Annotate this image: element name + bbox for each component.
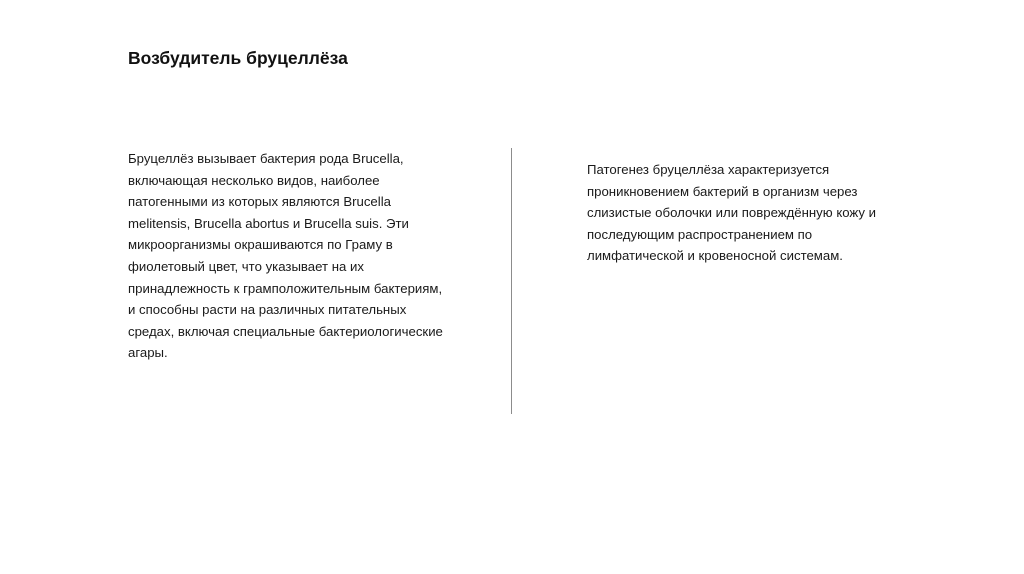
text-line: проникновением бактерий в организм через [587, 183, 858, 199]
text-line: микроорганизмы окрашиваются по Граму в [128, 237, 393, 253]
text-line: Бруцеллёз вызывает бактерия рода Brucella, [128, 151, 404, 166]
text-line: включающая несколько видов, наиболее [128, 172, 380, 188]
text-line: лимфатической и кровеносной системам. [587, 248, 843, 264]
text-line: Патогенез бруцеллёза характеризуется [587, 162, 830, 177]
left-text-column [128, 148, 443, 364]
text-line: слизистые оболочки или повреждённую кожу и [587, 205, 877, 221]
text-line: последующим распространением по [587, 226, 813, 242]
text-line: фиолетовый цвет, что указывает на их [128, 258, 364, 274]
text-line: средах, включая специальные бактериологические [128, 323, 443, 339]
text-line: патогенными из которых являются Brucella [128, 194, 391, 210]
right-text-column [587, 159, 876, 267]
text-line: агары. [128, 345, 168, 361]
text-line: и способны расти на различных питательных [128, 302, 407, 318]
text-line: принадлежность к грамположительным бактериям, [128, 280, 443, 296]
slide-title: Возбудитель бруцеллёза [128, 48, 348, 68]
column-divider [511, 148, 512, 414]
text-line: melitensis, Brucella abortus и Brucella suis. Эти [128, 215, 409, 231]
